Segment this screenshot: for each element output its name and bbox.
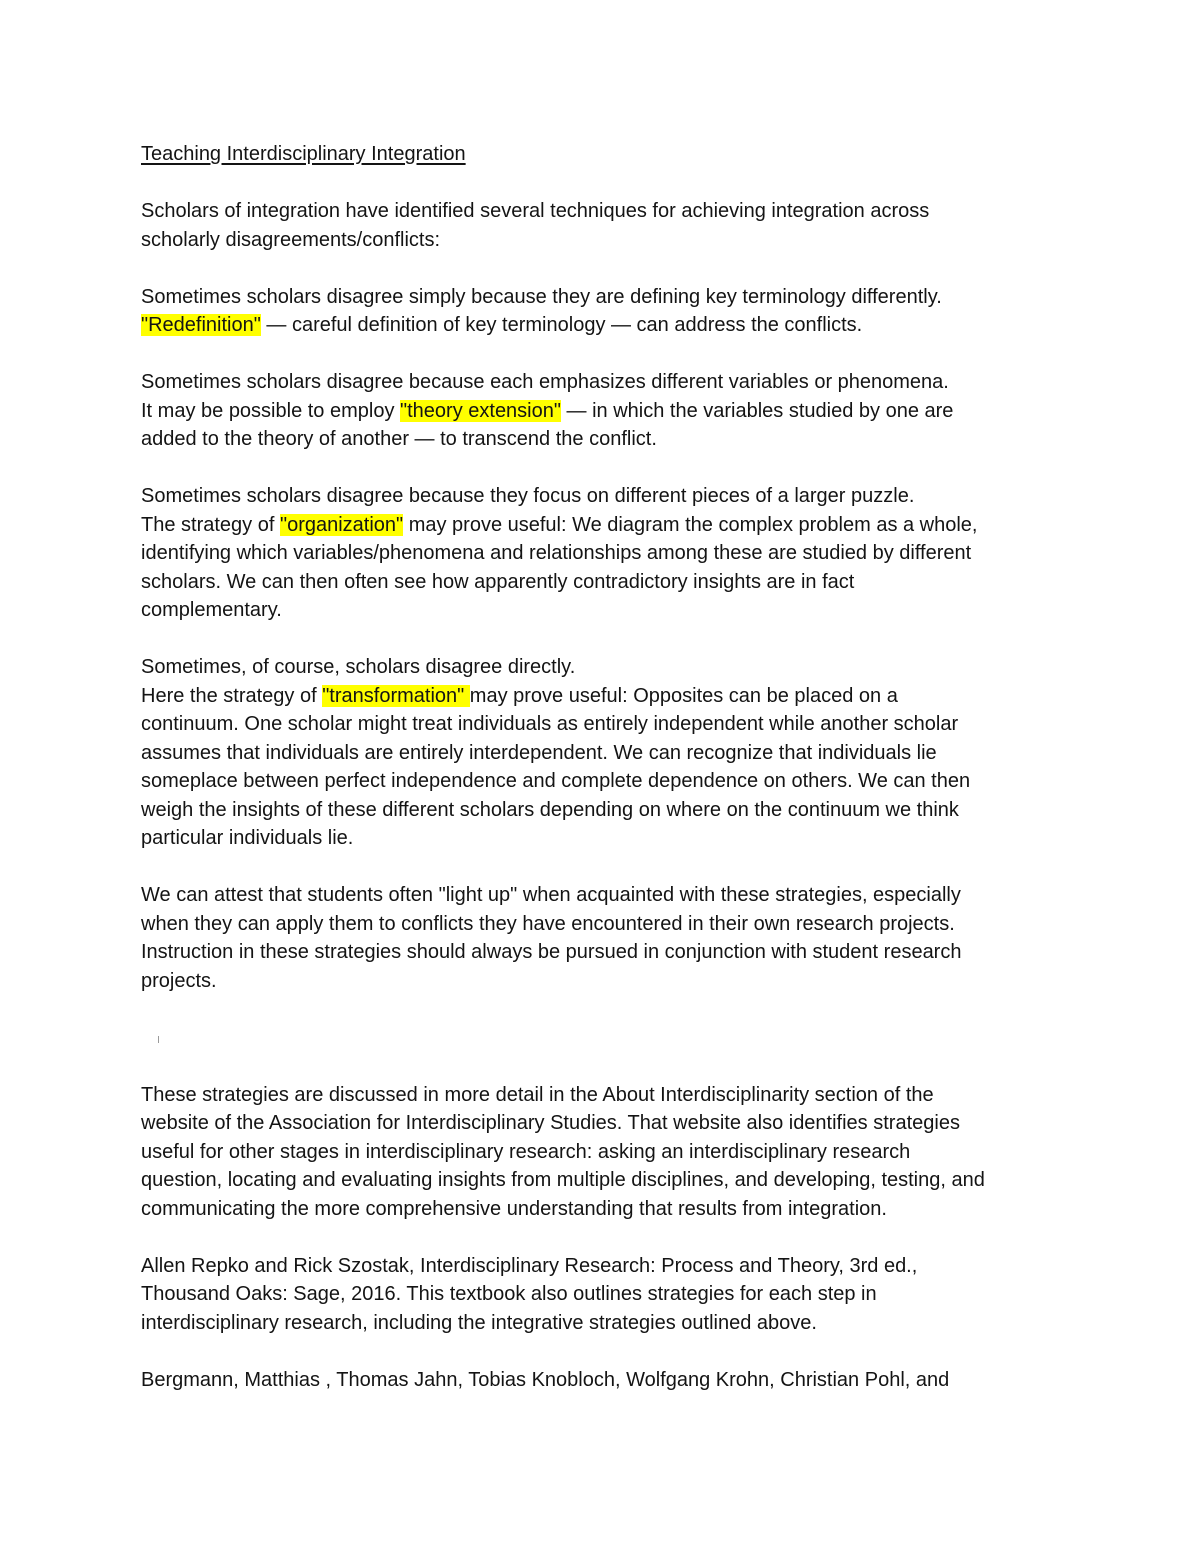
website-paragraph-line: These strategies are discussed in more detail in the About Interdisciplinarity section of the: [141, 1083, 934, 1106]
document-title: Teaching Interdisciplinary Integration: [141, 143, 466, 165]
attest-paragraph-line: when they can apply them to conflicts they have encountered in their own research projects.: [141, 912, 955, 935]
redefinition-paragraph-line: Sometimes scholars disagree simply because they are defining key terminology differently.: [141, 285, 942, 308]
reference-repko-line: Thousand Oaks: Sage, 2016. This textbook also outlines strategies for each step in: [141, 1283, 877, 1305]
transformation-paragraph-line: continuum. One scholar might treat individuals as entirely independent while another scholar: [141, 713, 959, 735]
website-paragraph-line: question, locating and evaluating insights from multiple disciplines, and developing, testing, and: [141, 1169, 985, 1191]
intro-line: Scholars of integration have identified several techniques for achieving integration across: [141, 200, 930, 222]
transformation-paragraph-line: assumes that individuals are entirely interdependent. We can recognize that individuals lie: [141, 741, 937, 764]
website-paragraph-line: website of the Association for Interdisciplinary Studies. That website also identifies strategies: [141, 1112, 960, 1134]
attest-paragraph-line: Instruction in these strategies should always be pursued in conjunction with student research: [141, 941, 962, 963]
organization-paragraph-line: The strategy of "organization" may prove useful: We diagram the complex problem as a whole,: [141, 513, 978, 536]
transformation-paragraph-line: someplace between perfect independence and complete dependence on others. We can then: [141, 770, 971, 792]
document-body: [141, 140, 1071, 1394]
intro-line: scholarly disagreements/conflicts:: [141, 228, 441, 251]
theory-extension-paragraph-line: added to the theory of another — to transcend the conflict.: [141, 428, 657, 450]
redefinition-paragraph-line: "Redefinition" — careful definition of key terminology — can address the conflicts.: [141, 314, 863, 336]
reference-repko-line: interdisciplinary research, including the integrative strategies outlined above.: [141, 1311, 817, 1334]
transformation-paragraph-line: particular individuals lie.: [141, 827, 354, 849]
attest-paragraph-line: We can attest that students often "light up" when acquainted with these strategies, especially: [141, 884, 961, 906]
organization-paragraph-line: identifying which variables/phenomena and relationships among these are studied by different: [141, 542, 972, 564]
highlight-theory-extension: "theory extension": [400, 399, 561, 422]
reference-repko-line: Allen Repko and Rick Szostak, Interdisciplinary Research: Process and Theory, 3rd ed.,: [141, 1254, 918, 1277]
transformation-paragraph-line: Sometimes, of course, scholars disagree directly.: [141, 656, 576, 678]
theory-extension-paragraph-line: Sometimes scholars disagree because each emphasizes different variables or phenomena.: [141, 371, 949, 393]
stray-mark: [141, 1024, 1071, 1053]
website-paragraph-line: useful for other stages in interdisciplinary research: asking an interdisciplinary research: [141, 1140, 911, 1163]
attest-paragraph-line: projects.: [141, 969, 217, 992]
organization-paragraph-line: complementary.: [141, 599, 282, 621]
highlight-transformation: "transformation": [322, 684, 470, 707]
website-paragraph-line: communicating the more comprehensive understanding that results from integration.: [141, 1197, 887, 1220]
highlight-organization: "organization": [279, 513, 404, 536]
organization-paragraph-line: Sometimes scholars disagree because they focus on different pieces of a larger puzzle.: [141, 485, 915, 507]
transformation-paragraph-line: weigh the insights of these different scholars depending on where on the continuum we think: [141, 798, 959, 821]
theory-extension-paragraph-line: It may be possible to employ "theory extension" — in which the variables studied by one are: [141, 399, 954, 422]
organization-paragraph-line: scholars. We can then often see how apparently contradictory insights are in fact: [141, 570, 855, 593]
transformation-paragraph-line: Here the strategy of "transformation" may prove useful: Opposites can be placed on a: [141, 684, 898, 707]
highlight-redefinition: "Redefinition": [141, 314, 261, 336]
reference-bergmann-line: Bergmann, Matthias , Thomas Jahn, Tobias Knobloch, Wolfgang Krohn, Christian Pohl, and: [141, 1368, 950, 1391]
